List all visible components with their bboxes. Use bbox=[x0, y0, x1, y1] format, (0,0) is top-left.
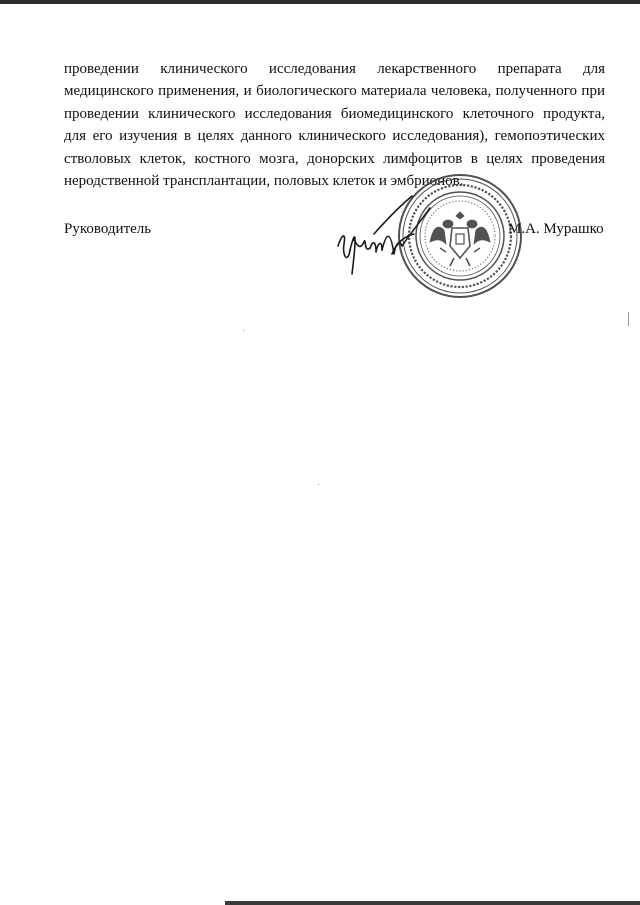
signer-title: Руководитель bbox=[64, 221, 152, 237]
scan-speck bbox=[243, 330, 244, 331]
handwritten-signature-icon bbox=[330, 194, 445, 284]
scan-speck bbox=[628, 312, 629, 326]
scan-edge-top bbox=[0, 0, 640, 4]
body-line: для его изучения в целях данного клинического исследования), гемопоэтических bbox=[64, 128, 605, 145]
body-line: стволовых клеток, костного мозга, донорских лимфоцитов в целях проведения bbox=[64, 150, 605, 167]
body-line: проведении клинического исследования лекарственного препарата для bbox=[64, 61, 605, 77]
scan-edge-bottom bbox=[225, 901, 640, 905]
body-line: медицинского применения, и биологического материала человека, полученного при bbox=[64, 83, 605, 100]
scan-speck bbox=[318, 484, 319, 485]
body-line: проведении клинического исследования биомедицинского клеточного продукта, bbox=[64, 105, 605, 122]
body-line: неродственной трансплантации, половых клеток и эмбрионов. bbox=[64, 173, 464, 190]
signer-name: М.А. Мурашко bbox=[508, 221, 604, 237]
